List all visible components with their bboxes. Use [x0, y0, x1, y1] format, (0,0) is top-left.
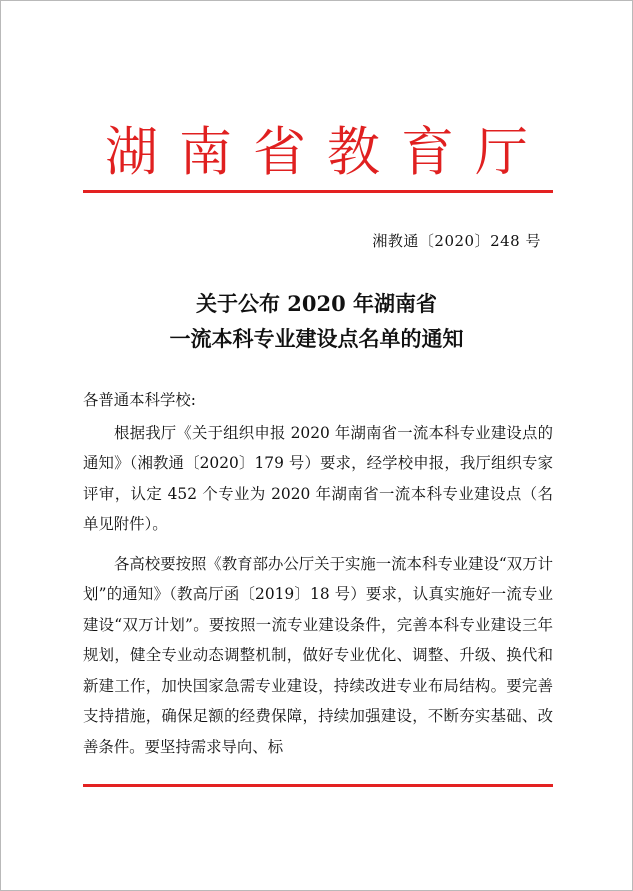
body-paragraph-1: 根据我厅《关于组织申报 2020 年湖南省一流本科专业建设点的通知》（湘教通〔2020〕179 号）要求，经学校申报，我厅组织专家评审，认定 452 个专业为 2020 年湖南省一流本科专业建设点（名单见附件）。 [83, 423, 553, 533]
salutation: 各普通本科学校: [83, 391, 196, 409]
document-number: 湘教通〔2020〕248 号 [372, 232, 541, 250]
issuer-masthead: 湖南省教育厅 [105, 122, 549, 183]
document-body [83, 385, 553, 762]
header-red-rule [83, 190, 553, 193]
document-title [1, 286, 632, 356]
footer-red-rule [83, 784, 553, 787]
body-paragraph-2: 各高校要按照《教育部办公厅关于实施一流本科专业建设“双万计划”的通知》（教高厅函〔2019〕18 号）要求，认真实施好一流专业建设“双万计划”。要按照一流专业建设条件，完善本科专业建设三年规划，健全专业动态调整机制，做好专业优化、调整、升级、换代和新建工作，加快国家急需专业建设，持续改进专业布局结构。要完善支持措施，确保足额的经费保障，持续加强建设，不断夯实基础、改善条件。要坚持需求导向、标 [83, 554, 553, 756]
title-line-1: 关于公布 2020 年湖南省 [195, 291, 438, 316]
title-line-2: 一流本科专业建设点名单的通知 [169, 326, 464, 351]
